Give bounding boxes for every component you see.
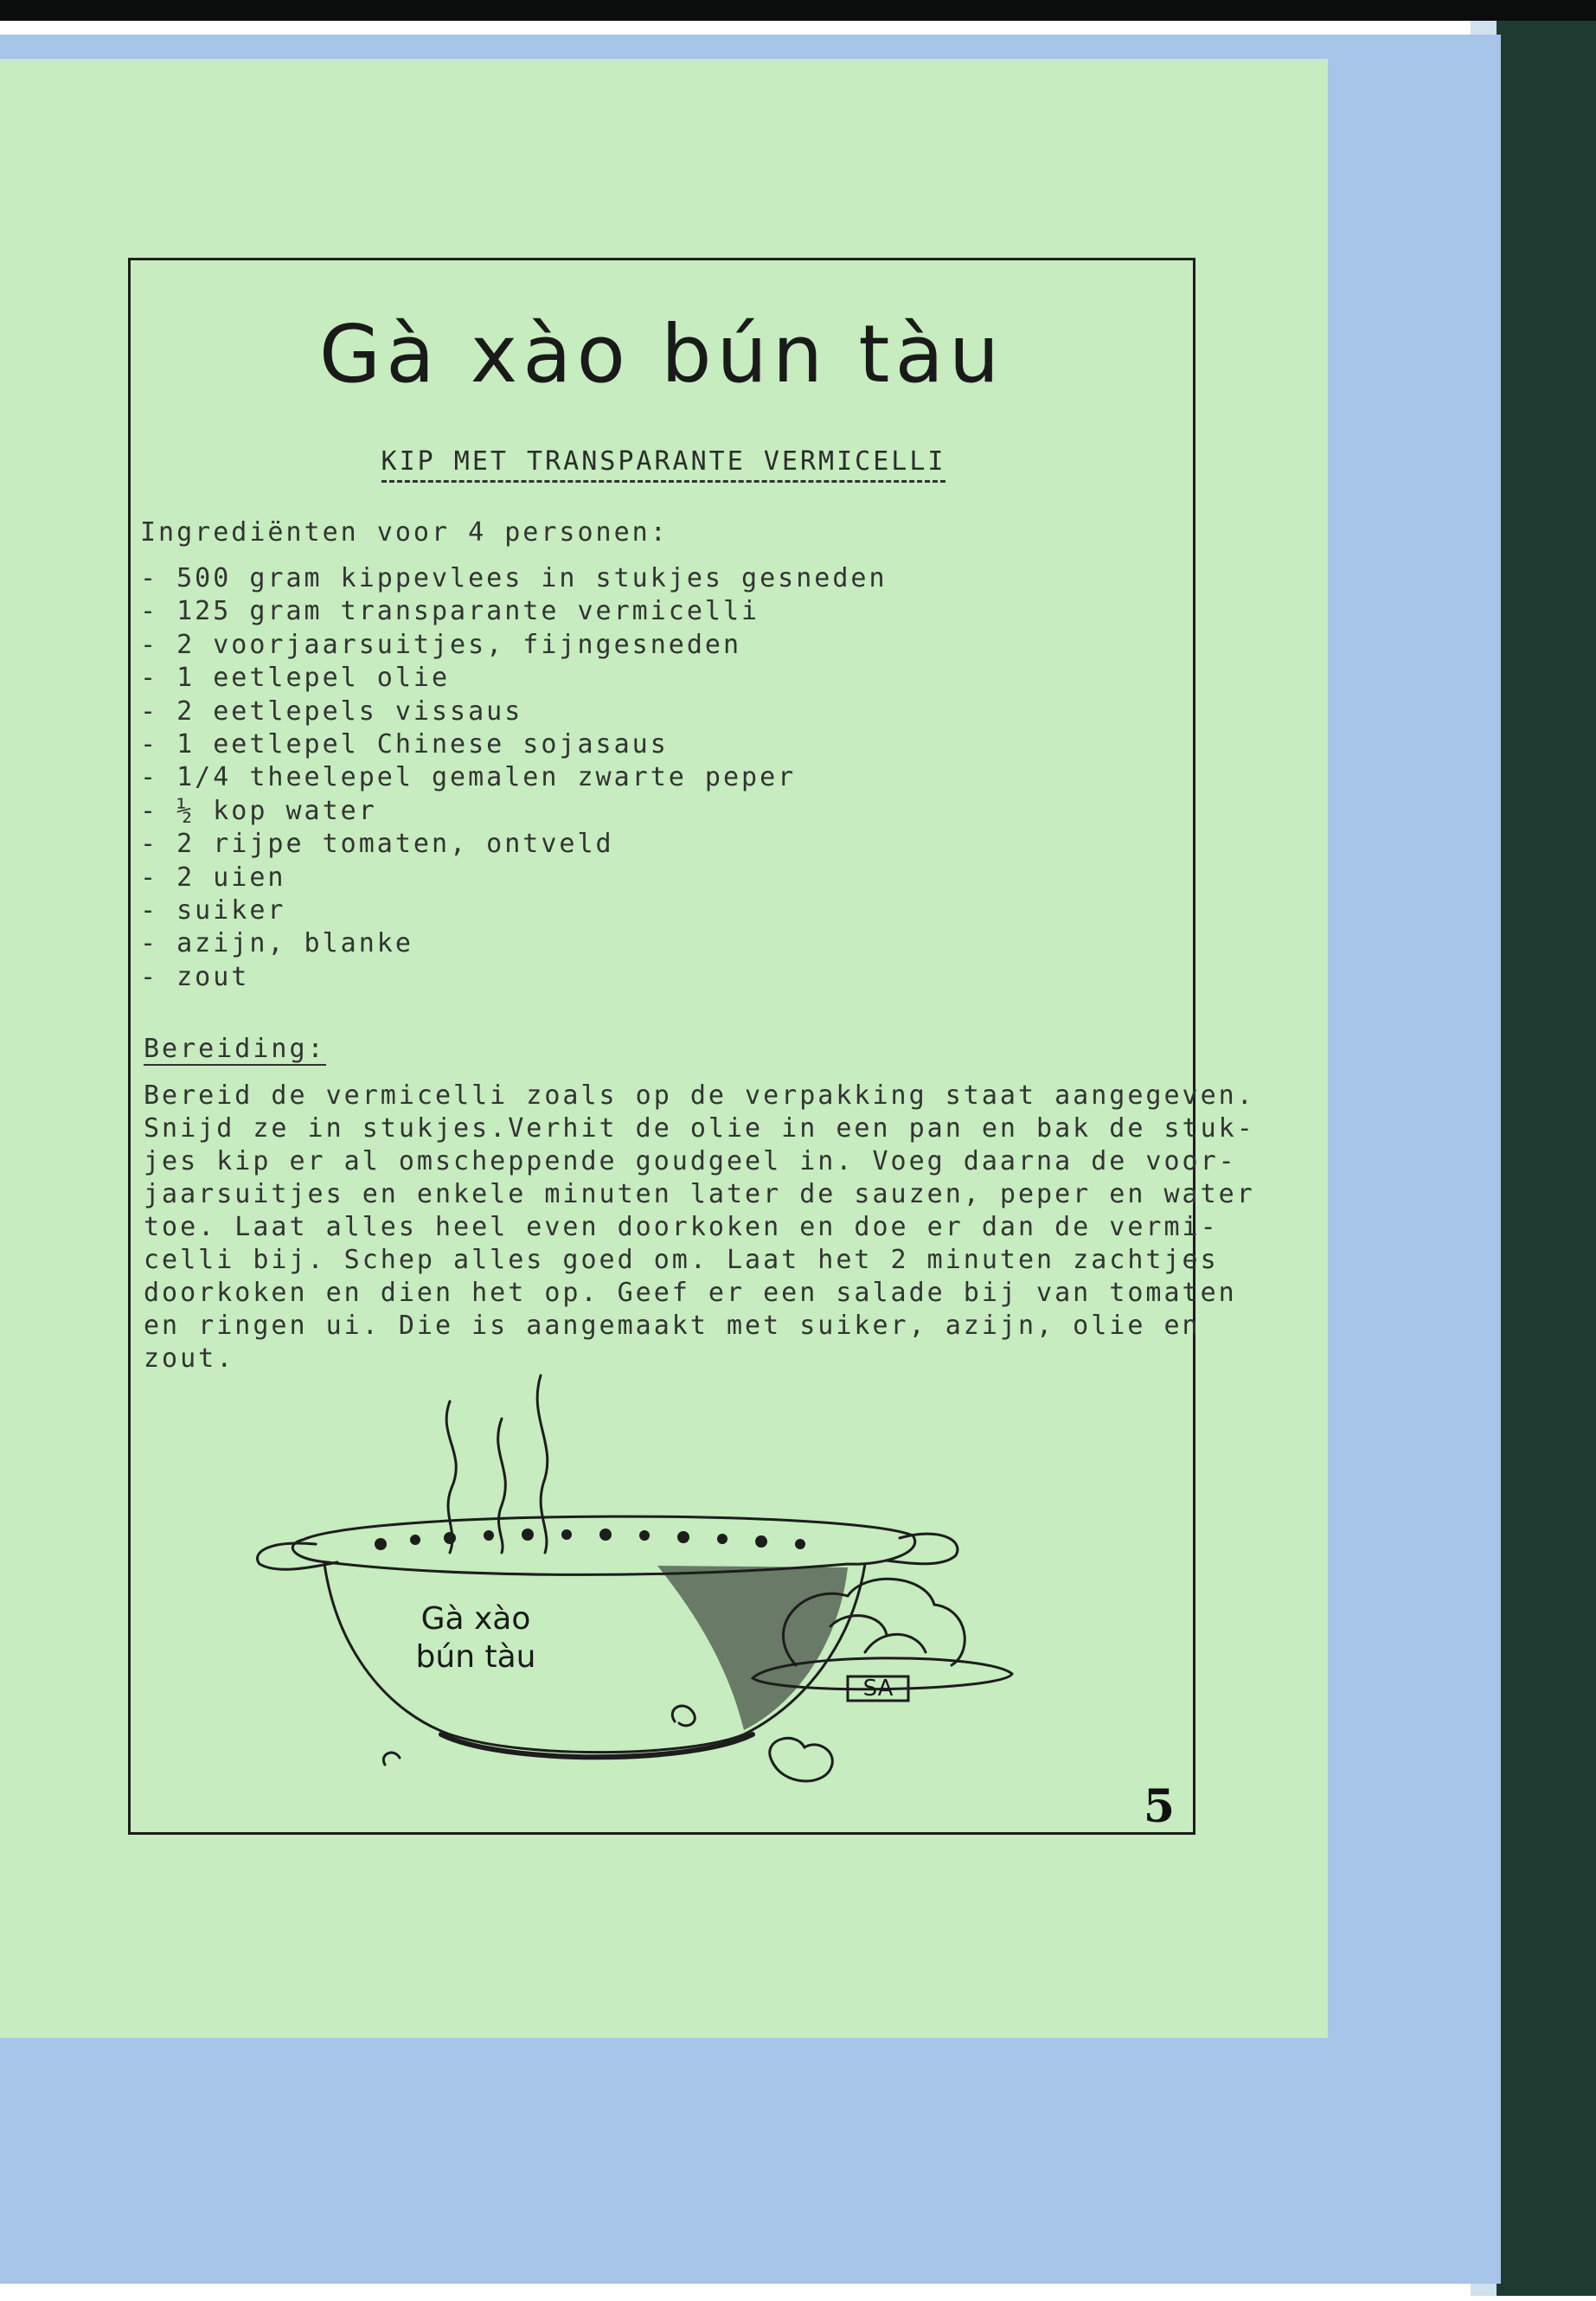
recipe-subtitle-text: KIP MET TRANSPARANTE VERMICELLI <box>381 446 946 483</box>
preparation-heading <box>144 1032 326 1067</box>
preparation-line: Snijd ze in stukjes.Verhit de olie in een pan en bak de stuk- <box>144 1113 1255 1144</box>
ingredients-list <box>140 562 888 994</box>
onion-ring <box>383 1753 400 1765</box>
pot-content <box>755 1535 767 1548</box>
pot-content <box>561 1529 572 1540</box>
preparation-line: zout. <box>144 1343 235 1374</box>
pot-content <box>677 1531 689 1543</box>
ingredient-item: - 2 uien <box>140 862 286 893</box>
preparation-line: toe. Laat alles heel even doorkoken en doe er dan de vermi- <box>144 1212 1219 1242</box>
ingredient-item: - 1 eetlepel olie <box>140 663 451 694</box>
pot-content <box>375 1538 387 1550</box>
preparation-line: jes kip er al omscheppende goudgeel in. Voeg daarna de voor- <box>144 1146 1237 1176</box>
pot-content <box>410 1535 420 1545</box>
preparation-text <box>144 1080 1255 1375</box>
page-number: 5 <box>1143 1780 1176 1833</box>
preparation-heading-text: Bereiding: <box>144 1034 326 1064</box>
vegetables <box>830 1616 926 1652</box>
ingredients-heading: Ingrediënten voor 4 personen: <box>140 517 669 548</box>
ingredient-item: - 2 voorjaarsuitjes, fijngesneden <box>140 629 742 660</box>
ingredient-item: - 2 eetlepels vissaus <box>140 695 523 727</box>
ingredient-item: - zout <box>140 961 250 992</box>
preparation-line: jaarsuitjes en enkele minuten later de sauzen, peper en water <box>144 1179 1255 1209</box>
recipe-subtitle <box>130 445 1197 479</box>
pot-content <box>522 1529 534 1541</box>
ingredient-item: - azijn, blanke <box>140 928 413 959</box>
pot-content <box>484 1530 494 1541</box>
pot-content <box>717 1534 727 1544</box>
ingredient-item: - 500 gram kippevlees in stukjes gesneden <box>140 563 888 593</box>
ingredient-item: - suiker <box>140 894 286 926</box>
recipe-illustration <box>242 1367 1021 1799</box>
preparation-line: en ringen ui. Die is aangemaakt met suiker, azijn, olie en <box>144 1311 1201 1341</box>
onion-ring <box>672 1706 695 1726</box>
preparation-line: Bereid de vermicelli zoals op de verpakking staat aangegeven. <box>144 1080 1255 1111</box>
pot-content <box>599 1529 612 1541</box>
pot-content <box>639 1530 650 1541</box>
ingredient-item: - 1 eetlepel Chinese sojasaus <box>140 728 669 760</box>
ingredient-item: - 1/4 theelepel gemalen zwarte peper <box>140 762 797 793</box>
steam-line <box>537 1375 548 1553</box>
steam-line <box>446 1401 456 1553</box>
pot-content <box>795 1539 805 1549</box>
pot-base <box>441 1734 753 1757</box>
preparation-line: doorkoken en dien het op. Geef er een salade bij van tomaten <box>144 1278 1237 1308</box>
preparation-line: celli bij. Schep alles goed om. Laat het 2 minuten zachtjes <box>144 1245 1219 1275</box>
ingredient-item: - 125 gram transparante vermicelli <box>140 596 760 627</box>
ingredient-item: - ½ kop water <box>140 795 377 826</box>
pot-handle-right <box>887 1534 958 1564</box>
bowl-label <box>381 1600 571 1676</box>
steam-line <box>498 1419 506 1553</box>
bowl-label-line: bún tàu <box>415 1639 536 1675</box>
tomato <box>770 1738 833 1781</box>
ingredient-item: - 2 rijpe tomaten, ontveld <box>140 829 614 860</box>
plate-label: SA <box>862 1676 894 1702</box>
pot-content <box>444 1532 456 1544</box>
recipe-title: Gà xào bún tàu <box>318 308 1005 401</box>
scan-top-edge <box>0 0 1596 21</box>
cooking-pot-drawing <box>242 1367 1021 1799</box>
bowl-label-line: Gà xào <box>420 1601 531 1637</box>
